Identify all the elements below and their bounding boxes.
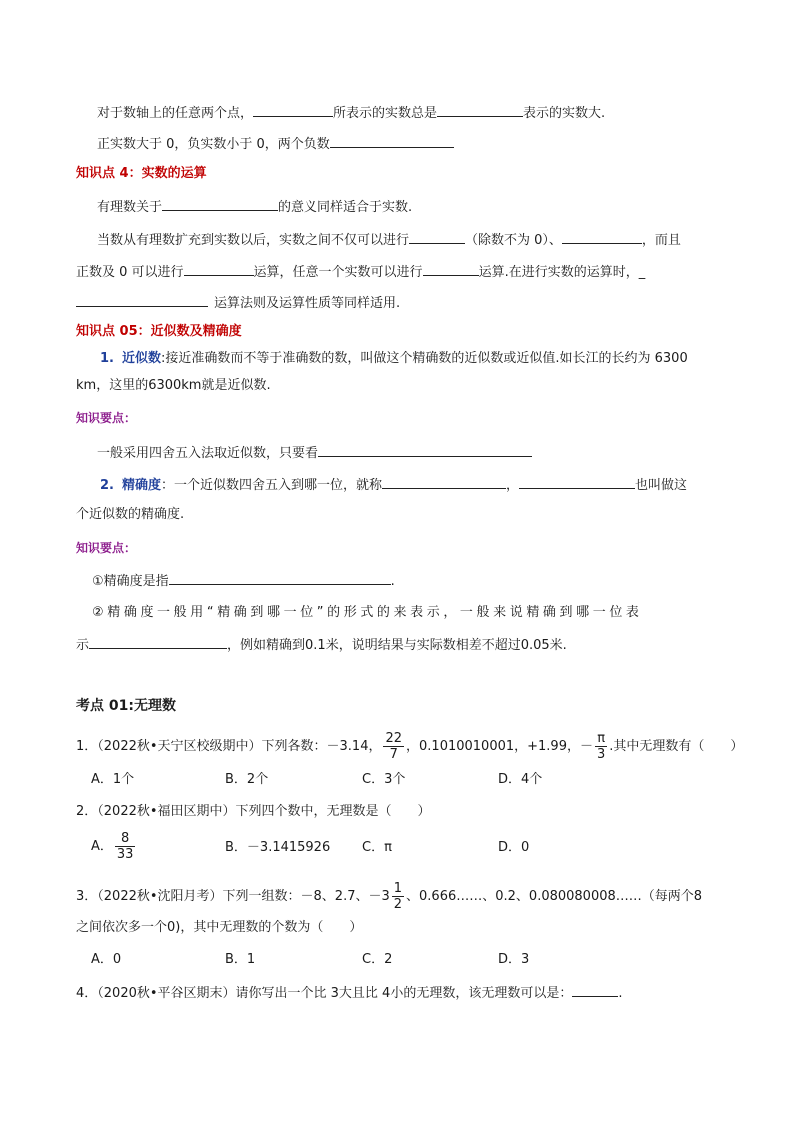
line-operations-1: 当数从有理数扩充到实数以后，实数之间不仅可以进行 （除数不为 0）、 ，而且 bbox=[97, 229, 681, 251]
q4-answer-blank[interactable] bbox=[572, 982, 618, 997]
section-title-kp5: 知识点 05：近似数及精确度 bbox=[76, 324, 242, 339]
line-approx-definition: 1. 近似数:接近准确数而不等于准确数的数，叫做这个精确数的近似数或近似值.如长江的长约为 6300 bbox=[100, 351, 688, 366]
blank-6[interactable] bbox=[562, 229, 642, 244]
q2-option-a[interactable]: A． $\frac{8}{33}$ bbox=[91, 831, 134, 862]
question-2-stem: 2．（2022秋•福田区期中）下列四个数中，无理数是（ ） bbox=[76, 804, 431, 819]
line-rational-laws: 有理数关于 的意义同样适合于实数. bbox=[97, 196, 412, 218]
keypoint-label-1: 知识要点： bbox=[76, 411, 137, 425]
q1-option-d[interactable]: D．4个 bbox=[498, 772, 543, 787]
blank-8[interactable] bbox=[423, 261, 479, 276]
line-precision-cont: 个近似数的精确度. bbox=[76, 507, 185, 522]
q1-option-a[interactable]: A．1个 bbox=[91, 772, 135, 787]
blank-9[interactable] bbox=[76, 292, 208, 307]
blank-10[interactable] bbox=[318, 442, 532, 457]
q2-option-d[interactable]: D．0 bbox=[498, 840, 530, 855]
question-4-stem: 4．（2020秋•平谷区期末）请你写出一个比 3大且比 4小的无理数，该无理数可以是： . bbox=[76, 982, 622, 1004]
line-precision-definition: 2. 精确度：一个近似数四舍五入到哪一位，就称 ， 也叫做这 bbox=[100, 474, 687, 496]
fraction-pi-3: $\frac{\pi}{3}$ bbox=[596, 731, 606, 762]
fraction-8-33: $\frac{8}{33}$ bbox=[116, 831, 134, 862]
q1-option-c[interactable]: C．3个 bbox=[362, 772, 406, 787]
line-rounding: 一般采用四舍五入法取近似数，只要看 bbox=[97, 442, 532, 464]
question-1-stem: 1．（2022秋•天宁区校级期中）下列各数：－3.14， $\frac{22}{7}$ ，0.1010010001，+1.99，－ $\frac{\pi}{3}$ .其中无理数有（ ） bbox=[76, 731, 744, 762]
line-precision-meaning: ①精确度是指 . bbox=[92, 570, 395, 592]
blank-12[interactable] bbox=[519, 474, 635, 489]
section-title-kp4: 知识点 4：实数的运算 bbox=[76, 166, 207, 181]
line-precision-expression: ②精确度一般用“精确到哪一位”的形式的来表示，一般来说精确到哪一位表 bbox=[92, 605, 643, 620]
exam-point-title: 考点 01:无理数 bbox=[76, 698, 176, 714]
blank-4[interactable] bbox=[162, 196, 278, 211]
q3-option-c[interactable]: C．2 bbox=[362, 952, 393, 967]
line-precision-example: 示 ，例如精确到0.1米，说明结果与实际数相差不超过0.05米. bbox=[76, 634, 567, 656]
blank-14[interactable] bbox=[89, 634, 227, 649]
question-3-stem: 3．（2022秋•沈阳月考）下列一组数：－8、2.7、－3 $\frac{1}{2}$ 、0.666……、0.2、0.080080008……（每两个8 bbox=[76, 881, 703, 912]
line-positive-negative: 正实数大于 0，负实数小于 0，两个负数 bbox=[97, 133, 454, 155]
blank-3[interactable] bbox=[330, 133, 454, 148]
blank-11[interactable] bbox=[382, 474, 506, 489]
question-3-stem-cont: 之间依次多一个0)，其中无理数的个数为（ ） bbox=[76, 920, 363, 935]
q1-option-b[interactable]: B．2个 bbox=[225, 772, 269, 787]
fraction-1-2: $\frac{1}{2}$ bbox=[393, 881, 403, 912]
q3-option-d[interactable]: D．3 bbox=[498, 952, 530, 967]
blank-13[interactable] bbox=[169, 570, 391, 585]
line-operations-3: 运算法则及运算性质等同样适用. bbox=[76, 292, 400, 314]
blank-2[interactable] bbox=[437, 102, 523, 117]
line-approx-example: km，这里的6300km就是近似数. bbox=[76, 378, 271, 393]
q3-option-b[interactable]: B．1 bbox=[225, 952, 256, 967]
q2-option-c[interactable]: C．π bbox=[362, 840, 392, 855]
line-operations-2: 正数及 0 可以进行 运算，任意一个实数可以进行 运算.在进行实数的运算时，_ bbox=[76, 261, 645, 283]
q2-option-b[interactable]: B．－3.1415926 bbox=[225, 840, 331, 855]
blank-1[interactable] bbox=[253, 102, 333, 117]
blank-5[interactable] bbox=[409, 229, 465, 244]
fraction-22-7: $\frac{22}{7}$ bbox=[385, 731, 403, 762]
q3-option-a[interactable]: A．0 bbox=[91, 952, 122, 967]
blank-7[interactable] bbox=[184, 261, 254, 276]
line-real-compare: 对于数轴上的任意两个点， 所表示的实数总是 表示的实数大. bbox=[97, 102, 605, 124]
keypoint-label-2: 知识要点： bbox=[76, 541, 137, 555]
